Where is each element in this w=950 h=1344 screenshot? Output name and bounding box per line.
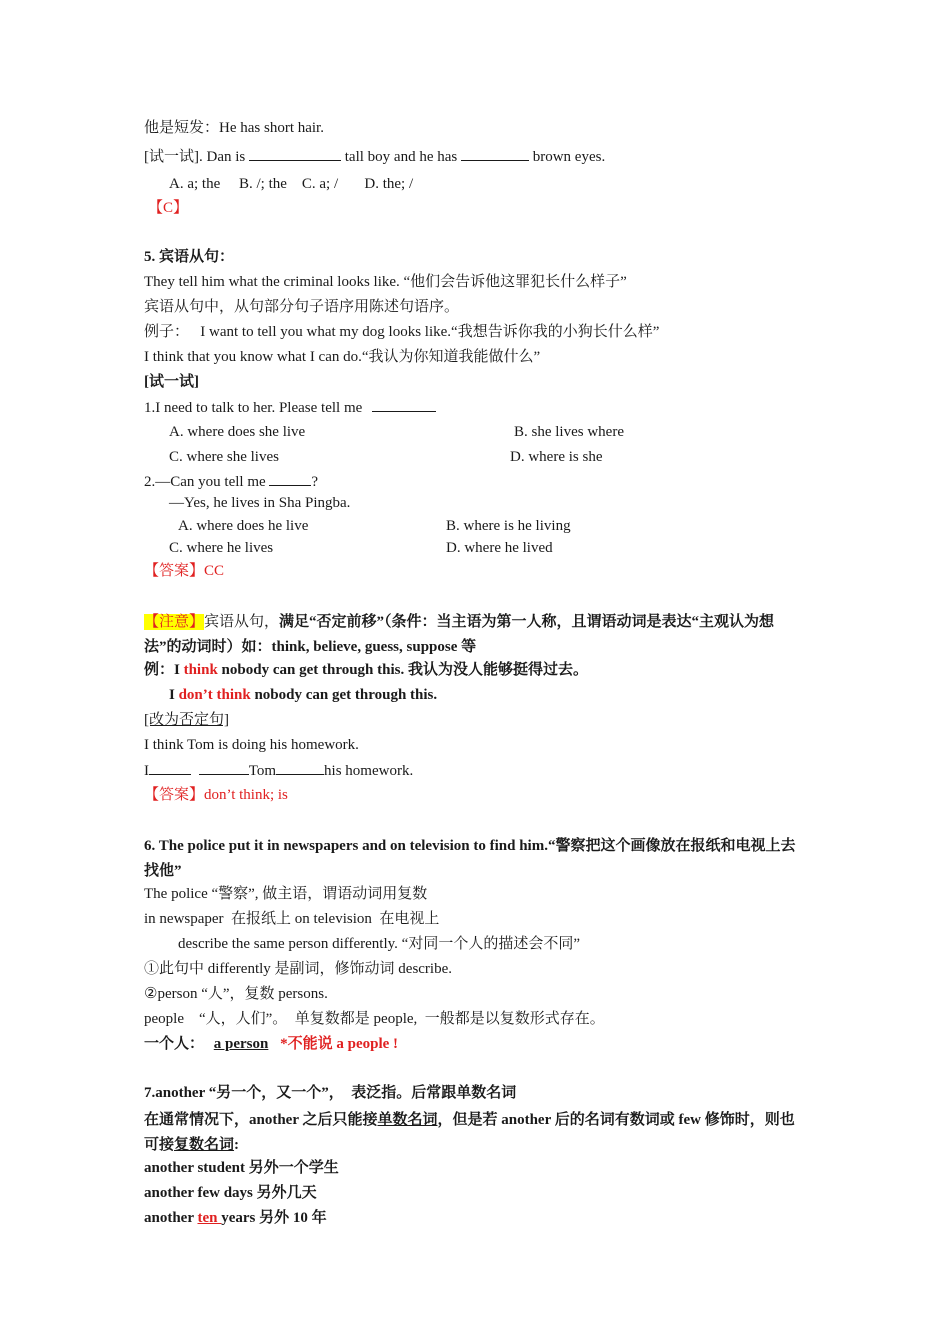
s5-line3: 例子： I want to tell you what my dog looks like.“我想告诉你我的小狗长什么样” xyxy=(144,324,660,340)
p1d: 复数名词 xyxy=(174,1137,235,1153)
q1-option-a: A. where does she live xyxy=(169,424,306,440)
ex-rest: nobody can get through this. 我认为没人能够挺得过去。 xyxy=(217,662,588,678)
s4-try xyxy=(144,146,605,167)
s6-line2: in newspaper 在报纸上 on television 在电视上 xyxy=(144,911,440,927)
note-paragraph xyxy=(144,610,806,660)
q1-option-c: C. where she lives xyxy=(169,449,279,465)
q2-option-d: D. where he lived xyxy=(446,540,553,556)
q1 xyxy=(144,397,436,418)
try-text-c: brown eyes. xyxy=(532,149,606,165)
s4-line1: 他是短发：He has short hair. xyxy=(144,120,324,136)
q1-text: 1.I need to talk to her. Please tell me xyxy=(144,400,363,416)
s6-line6: people “人，人们”。 单复数都是 people, 一般都是以复数形式存在。 xyxy=(144,1011,605,1027)
s6-line4: ①此句中 differently 是副词，修饰动词 describe. xyxy=(144,961,453,977)
note-tag: 【注意】 xyxy=(144,614,205,630)
note-example2 xyxy=(169,685,437,705)
s4-options: A. a; the B. /; the C. a; / D. the; / xyxy=(169,176,414,192)
q2-option-c: C. where he lives xyxy=(169,540,274,556)
ex-think: think xyxy=(183,662,218,678)
s5-title: 5. 宾语从句： xyxy=(144,249,235,265)
e3a: another xyxy=(144,1210,198,1226)
note-t2: 满足“否定前移”（条件：当主语为第一人称，且谓语动词是表达“主观认为想法”的动词时）如：think, believe, guess, suppose 等 xyxy=(144,614,775,655)
e3c: years 另外 10 年 xyxy=(221,1210,327,1226)
try-text-a: . Dan is xyxy=(199,149,246,165)
c2b: Tom xyxy=(248,763,277,779)
e3b: ten xyxy=(197,1210,222,1226)
s5-try: [试一试] xyxy=(144,374,199,390)
q1-option-d: D. where is she xyxy=(510,449,603,465)
c2a: I xyxy=(144,763,149,779)
q2-text: 2.—Can you tell me xyxy=(144,474,266,490)
blank xyxy=(149,760,191,775)
change-line1: I think Tom is doing his homework. xyxy=(144,737,359,753)
p1c: ，但是若 another 后的名词有数词或 few 修饰时，则也可接 xyxy=(144,1112,795,1153)
l7c: *不能说 a people ! xyxy=(280,1036,399,1052)
q2-option-a: A. where does he live xyxy=(178,518,309,534)
s6-line5: ②person “人”，复数 persons. xyxy=(144,986,328,1002)
ex2-i: I xyxy=(169,687,179,703)
note-answer: 【答案】don’t think; is xyxy=(144,787,288,803)
ex2-rest: nobody can get through this. xyxy=(250,687,438,703)
s7-ex2: another few days 另外几天 xyxy=(144,1185,317,1201)
ex-label: 例：I xyxy=(144,662,184,678)
try-label: [试一试] xyxy=(144,149,199,165)
c2c: his homework. xyxy=(324,763,414,779)
s7-ex3 xyxy=(144,1208,327,1228)
note-example1 xyxy=(144,660,588,680)
q2-qmark: ? xyxy=(311,474,319,490)
s7-paragraph xyxy=(144,1108,806,1158)
note-t1: 宾语从句， xyxy=(204,614,280,630)
blank xyxy=(461,146,529,161)
q2-option-b: B. where is he living xyxy=(446,518,571,534)
s5-line2: 宾语从句中，从句部分句子语序用陈述句语序。 xyxy=(144,299,460,315)
p1a: 在通常情况下，another 之后只能接 xyxy=(144,1112,378,1128)
s7-ex1: another student 另外一个学生 xyxy=(144,1160,339,1176)
blank xyxy=(372,397,436,412)
change-label: [改为否定句] xyxy=(144,712,229,728)
ex2-dont: don’t think xyxy=(178,687,251,703)
s6-line7 xyxy=(144,1034,398,1054)
s5-answer: 【答案】CC xyxy=(144,563,225,579)
s5-line4: I think that you know what I can do.“我认为你知道我能做什么” xyxy=(144,349,541,365)
s5-line1: They tell him what the criminal looks like. “他们会告诉他这罪犯长什么样子” xyxy=(144,274,627,290)
blank xyxy=(249,146,341,161)
blank xyxy=(199,760,249,775)
q1-option-b: B. she lives where xyxy=(514,424,624,440)
s6-line1: The police “警察”, 做主语，谓语动词用复数 xyxy=(144,886,428,902)
l7a: 一个人： xyxy=(144,1036,205,1052)
p1e: : xyxy=(234,1137,240,1153)
blank xyxy=(276,760,324,775)
q2-reply: —Yes, he lives in Sha Pingba. xyxy=(169,495,351,511)
blank xyxy=(269,471,311,486)
try-text-b: tall boy and he has xyxy=(344,149,458,165)
l7b: a person xyxy=(213,1036,269,1052)
s4-answer: 【C】 xyxy=(148,200,189,216)
q2 xyxy=(144,471,318,492)
s6-line3: describe the same person differently. “对同一个人的描述会不同” xyxy=(178,936,580,952)
p1b: 单数名词 xyxy=(377,1112,438,1128)
s7-title: 7.another “另一个，又一个”， 表泛指。后常跟单数名词 xyxy=(144,1085,517,1101)
s6-title: 6. The police put it in newspapers and on television to find him.“警察把这个画像放在报纸和电视上去找他” xyxy=(144,838,796,879)
change-line2 xyxy=(144,760,413,781)
